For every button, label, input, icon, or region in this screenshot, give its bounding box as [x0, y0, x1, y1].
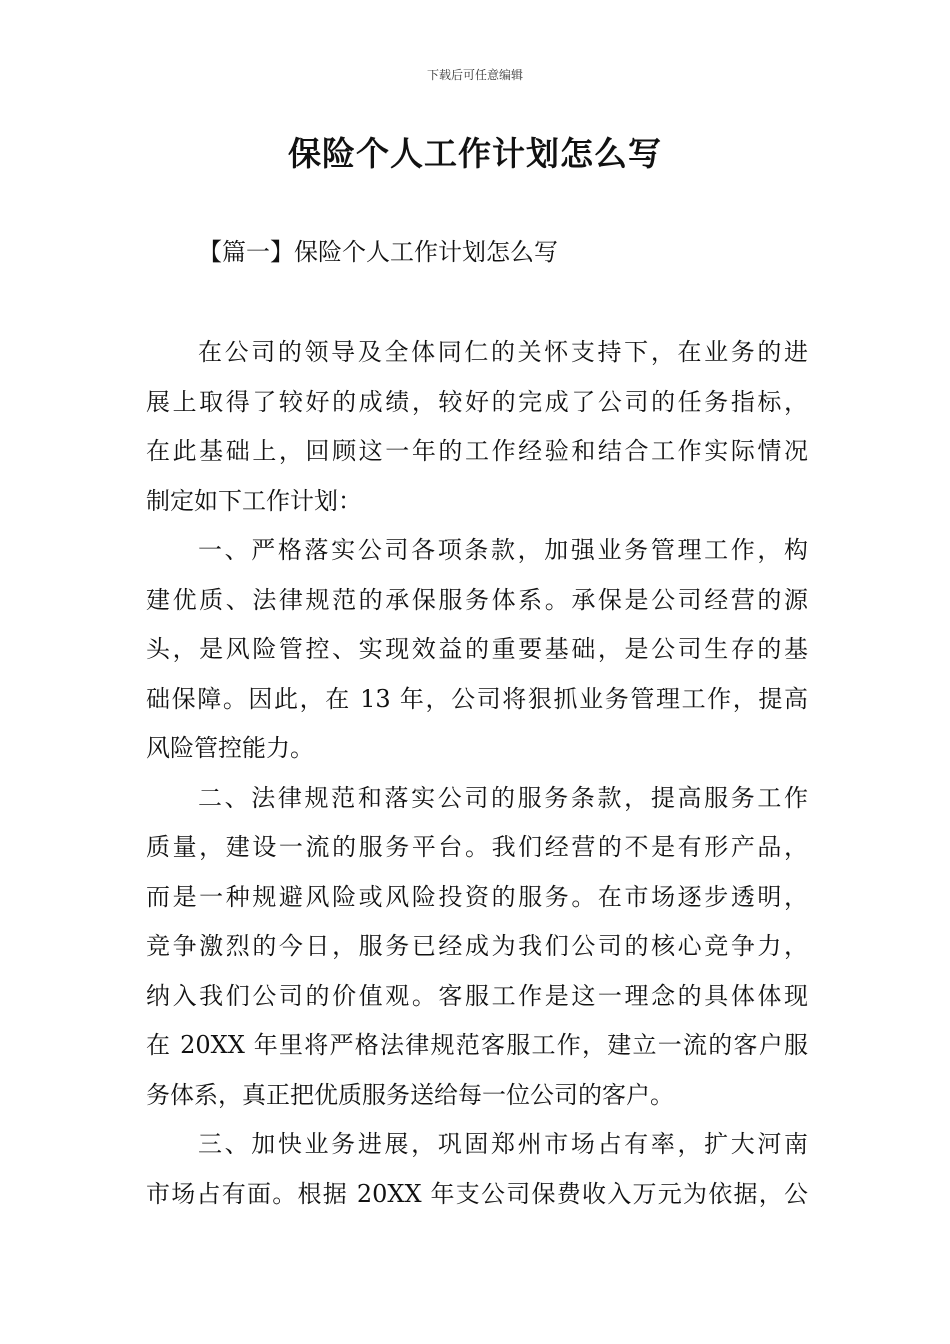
body-line: 一、严格落实公司各项条款，加强业务管理工作，构 — [198, 536, 808, 564]
body-line: 础保障。因此，在 13 年，公司将狠抓业务管理工作，提高 — [146, 684, 808, 713]
body-line: 建优质、法律规范的承保服务体系。承保是公司经营的源 — [146, 585, 808, 614]
body-line: 二、法律规范和落实公司的服务条款，提高服务工作 — [198, 783, 808, 812]
body-line: 质量，建设一流的服务平台。我们经营的不是有形产品， — [146, 833, 808, 861]
body-line: 三、加快业务进展，巩固郑州市场占有率，扩大河南 — [198, 1130, 808, 1158]
body-line: 市场占有面。根据 20XX 年支公司保费收入万元为依据，公 — [146, 1179, 808, 1208]
body-line: 而是一种规避风险或风险投资的服务。在市场逐步透明， — [146, 882, 808, 911]
body-line: 在 20XX 年里将严格法律规范客服工作，建立一流的客户服 — [146, 1031, 808, 1059]
body-line: 竞争激烈的今日，服务已经成为我们公司的核心竞争力， — [146, 932, 808, 960]
header-note: 下载后可任意编辑 — [426, 68, 523, 82]
body-line: 纳入我们公司的价值观。客服工作是这一理念的具体体现 — [146, 981, 808, 1010]
body-line: 展上取得了较好的成绩，较好的完成了公司的任务指标， — [146, 387, 808, 416]
body-text — [146, 328, 808, 1219]
body-line: 头，是风险管控、实现效益的重要基础，是公司生存的基 — [146, 635, 808, 663]
document-title: 保险个人工作计划怎么写 — [288, 134, 662, 173]
body-line: 风险管控能力。 — [146, 734, 314, 762]
body-line: 制定如下工作计划： — [146, 486, 362, 515]
body-line: 在公司的领导及全体同仁的关怀支持下，在业务的进 — [198, 338, 808, 366]
body-line: 在此基础上，回顾这一年的工作经验和结合工作实际情况 — [146, 437, 808, 465]
body-line: 务体系，真正把优质服务送给每一位公司的客户。 — [146, 1080, 674, 1109]
section-subtitle: 【篇一】保险个人工作计划怎么写 — [198, 238, 558, 266]
